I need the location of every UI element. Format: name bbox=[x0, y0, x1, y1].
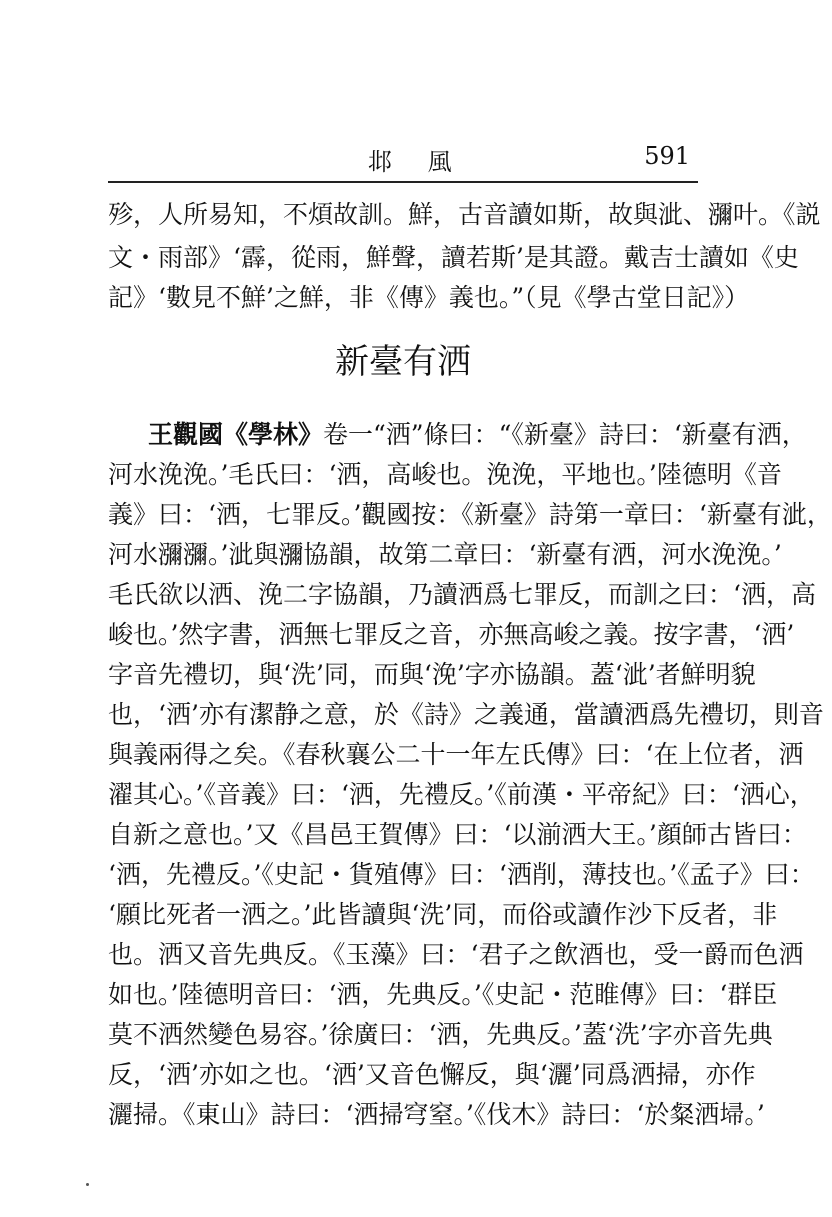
text-line: 自新之意也。’又《昌邑王賀傳》曰：‘以湔洒大王。’顔師古皆曰： bbox=[108, 820, 807, 849]
text-line: 灑掃。《東山》詩曰：‘洒掃穹窒。’《伐木》詩曰：‘於粲洒埽。’ bbox=[108, 1100, 765, 1129]
text-line: 如也。’陸德明音曰：‘洒，先典反。’《史記・范睢傳》曰：‘群臣 bbox=[108, 980, 778, 1009]
text-run: 卷一“洒”條曰：“《新臺》詩曰：‘新臺有洒， bbox=[323, 420, 807, 449]
text-line: 濯其心。’《音義》曰：‘洒，先禮反。’《前漢・平帝紀》曰：‘洒心， bbox=[108, 780, 815, 809]
text-line: 毛氏欲以洒、浼二字協韻，乃讀洒爲七罪反，而訓之曰：‘洒，高 bbox=[108, 580, 816, 609]
margin-dot bbox=[86, 1183, 89, 1186]
section-title: 新臺有洒 bbox=[335, 342, 471, 382]
text-line: ‘洒，先禮反。’《史記・貨殖傳》曰：‘洒削，薄技也。’《孟子》曰： bbox=[108, 860, 815, 889]
text-line: 文・雨部》‘霹，從雨，鮮聲，讀若斯’是其證。戴吉士讀如《史 bbox=[108, 243, 799, 272]
text-line: 與義兩得之矣。《春秋襄公二十一年左氏傳》曰：‘在上位者，洒 bbox=[108, 740, 804, 769]
author-work: 王觀國《學林》 bbox=[148, 420, 324, 449]
running-title: 邶 風 bbox=[368, 148, 466, 176]
text-line: 義》曰：‘洒，七罪反。’觀國按：《新臺》詩第一章曰：‘新臺有泚， bbox=[108, 500, 832, 529]
text-line: ‘願比死者一洒之。’此皆讀與‘洗’同，而俗或讀作沙下反者，非 bbox=[108, 900, 778, 929]
text-line: 也。洒又音先典反。《玉藻》曰：‘君子之飲酒也，受一爵而色洒 bbox=[108, 940, 804, 969]
page-header bbox=[108, 140, 698, 180]
text-line: 也，‘洒’亦有潔静之意，於《詩》之義通，當讀洒爲先禮切，則音 bbox=[108, 700, 824, 729]
header-rule bbox=[108, 181, 698, 183]
text-line: 字音先禮切，與‘洗’同，而與‘浼’字亦協韻。蓋‘泚’者鮮明貌 bbox=[108, 660, 756, 689]
text-line bbox=[148, 420, 807, 450]
text-line: 殄，人所易知，不煩故訓。鮮，古音讀如斯，故與泚、瀰叶。《説 bbox=[108, 200, 821, 229]
text-line: 記》‘數見不鮮’之鮮，非《傳》義也。”（見《學古堂日記》） bbox=[108, 283, 750, 312]
text-line: 峻也。’然字書，洒無七罪反之音，亦無高峻之義。按字書，‘洒’ bbox=[108, 620, 795, 649]
text-line: 反，‘洒’亦如之也。‘洒’又音色懈反，與‘灑’同爲洒掃，亦作 bbox=[108, 1060, 756, 1089]
text-line: 莫不洒然變色易容。’徐廣曰：‘洒，先典反。’蓋‘洗’字亦音先典 bbox=[108, 1020, 773, 1049]
page-number: 591 bbox=[644, 142, 690, 170]
text-line: 河水瀰瀰。’泚與瀰協韻，故第二章曰：‘新臺有洒，河水浼浼。’ bbox=[108, 540, 782, 569]
text-line: 河水浼浼。’毛氏曰：‘洒，高峻也。浼浼，平地也。’陸德明《音 bbox=[108, 460, 782, 489]
